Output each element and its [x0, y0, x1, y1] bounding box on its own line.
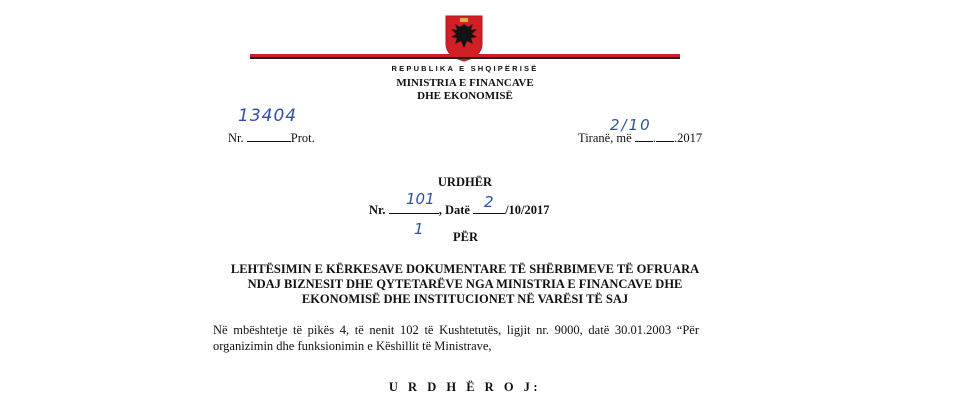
protocol-line [228, 131, 315, 146]
ministry-line-2: DHE EKONOMISË [417, 90, 513, 102]
place-date-line: Tiranë, më . .2017 [578, 131, 703, 145]
month-blank [656, 131, 674, 142]
ministry-line-1: MINISTRIA E FINANCAVE [396, 77, 534, 89]
legal-basis-paragraph: Në mbështetje të pikës 4, të nenit 102 të Kushtetutës, ligjit nr. 9000, datë 30.01.2003 “Për organizimin dhe funksionimin e Këshillit të Ministrave, [213, 323, 699, 353]
subject-line-3: EKONOMISË DHE INSTITUCIONET NË VARËSI TË SAJ [301, 292, 629, 306]
place-date-year: .2017 [673, 131, 703, 145]
protocol-prot-label: Prot. [290, 131, 315, 145]
order-date-label: , Datë [438, 203, 470, 217]
subject-line-1: LEHTËSIMIN E KËRKESAVE DOKUMENTARE TË SHËRBIMEVE TË OFRUARA [230, 262, 700, 276]
order-day-blank [473, 203, 505, 214]
handwritten-order-day: 2 [484, 193, 494, 211]
day-blank [635, 131, 653, 142]
order-nr-label: Nr. [369, 203, 386, 217]
ministry-name [0, 77, 930, 103]
order-subject [0, 262, 930, 307]
handwritten-date: 2/10 [610, 116, 652, 134]
protocol-blank [247, 131, 291, 142]
handwritten-order-number: 101 [406, 190, 435, 208]
protocol-nr-label: Nr. [228, 131, 244, 145]
order-date-suffix: /10/2017 [505, 203, 550, 217]
order-nr-blank [389, 203, 439, 214]
document-title: URDHËR [437, 175, 493, 189]
republic-name: REPUBLIKA E SHQIPËRISË [391, 64, 539, 73]
handwritten-order-suffix: 1 [414, 220, 424, 238]
header-black-rule [250, 57, 680, 59]
subject-line-2: NDAJ BIZNESIT DHE QYTETARËVE NGA MINISTRIA E FINANCAVE DHE [247, 277, 683, 291]
order-heading: U R D H Ë R O J: [388, 380, 542, 394]
order-number-line [369, 203, 550, 218]
place-date-prefix: Tiranë, më [578, 131, 632, 145]
per-label: PËR [453, 230, 478, 244]
handwritten-protocol-number: 13404 [238, 106, 298, 126]
